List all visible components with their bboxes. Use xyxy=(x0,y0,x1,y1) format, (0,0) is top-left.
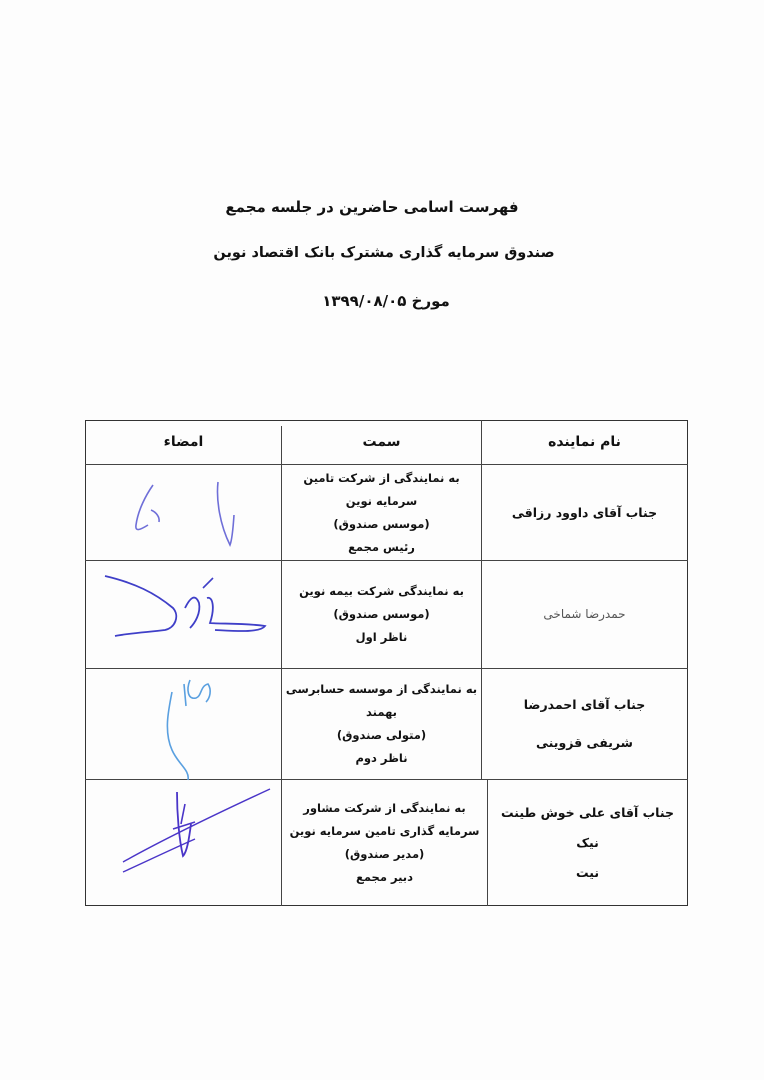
position-line: به نمایندگی از شرکت مشاور xyxy=(303,801,466,815)
position-line: سرمایه گذاری تامین سرمایه نوین xyxy=(289,824,480,838)
name-line: نیت xyxy=(575,865,600,880)
representative-name xyxy=(488,780,687,906)
position-cell xyxy=(282,561,481,668)
name-line: حمدرضا شماخی xyxy=(543,607,626,621)
header-name: نام نماینده xyxy=(548,434,621,450)
position-cell xyxy=(282,669,481,779)
position-line: به نمایندگی از موسسه حسابرسی xyxy=(285,682,478,696)
name-line: شریفی قزوینی xyxy=(536,735,633,750)
signature-4 xyxy=(115,784,275,899)
position-line: (متولی صندوق) xyxy=(336,728,427,742)
position-line: (مدیر صندوق) xyxy=(344,847,425,861)
position-line: ناظر دوم xyxy=(355,751,408,765)
representative-name xyxy=(482,669,687,779)
header-signature: امضاء xyxy=(163,434,204,450)
name-line: جناب آقای علی خوش طینت نیک xyxy=(501,805,674,850)
name-line: جناب آقای احمدرضا xyxy=(523,697,646,712)
meeting-date: مورخ ۱۳۹۹/۰۸/۰۵ xyxy=(322,292,450,310)
position-line: رئیس مجمع xyxy=(348,539,415,554)
fund-name: صندوق سرمایه گذاری مشترک بانک اقتصاد نوین xyxy=(213,245,555,261)
header-position: سمت xyxy=(362,434,401,450)
representative-name xyxy=(482,561,687,668)
position-line: سرمایه نوین xyxy=(345,493,418,508)
signature-1 xyxy=(118,470,253,555)
position-line: به نمایندگی شرکت بیمه نوین xyxy=(299,584,464,598)
position-line: به نمایندگی از شرکت تامین xyxy=(303,470,460,485)
position-cell xyxy=(282,780,487,906)
position-line: دبیر مجمع xyxy=(355,870,414,884)
position-line: بهمند xyxy=(366,705,397,719)
document-title: فهرست اسامی حاضرین در جلسه مجمع xyxy=(225,198,519,216)
signature-3 xyxy=(150,672,230,782)
position-line: (موسس صندوق) xyxy=(333,516,430,531)
position-line: (موسس صندوق) xyxy=(333,607,430,621)
position-line: ناظر اول xyxy=(355,630,408,644)
position-cell xyxy=(282,465,481,560)
name-line: جناب آقای داوود رزاقی xyxy=(511,505,658,520)
representative-name xyxy=(482,465,687,560)
signature-2 xyxy=(95,568,275,663)
